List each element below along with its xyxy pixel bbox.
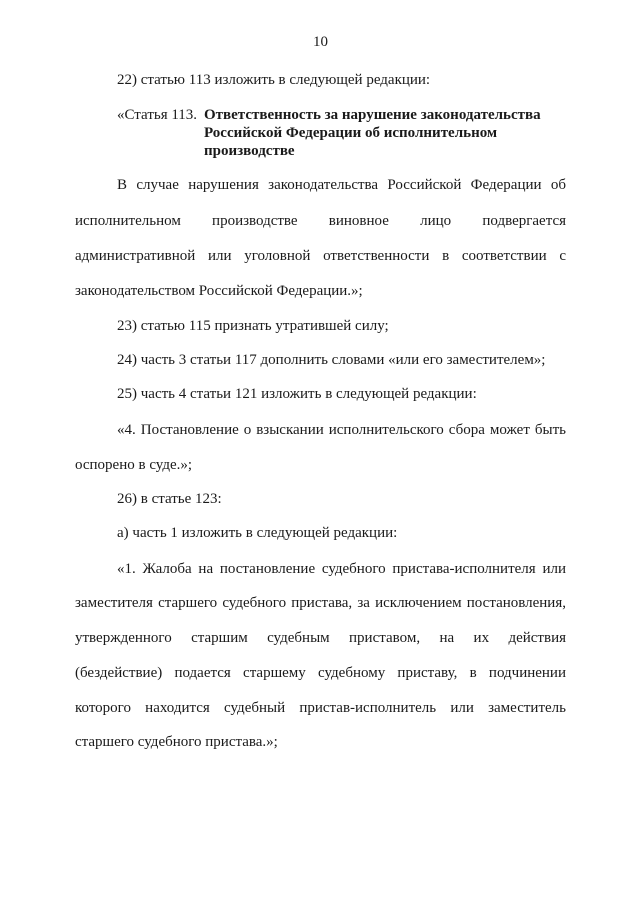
article-113-title-line-3: производстве	[204, 143, 295, 159]
item-26a-text-line-2: заместителя старшего судебного пристава, за исключением постановления,	[75, 595, 566, 611]
item-25: 25) часть 4 статьи 121 изложить в следующей редакции:	[117, 386, 477, 402]
article-113-body-line-1: В случае нарушения законодательства Российской Федерации об	[117, 177, 566, 193]
item-26a-text-line-4: (бездействие) подается старшему судебному приставу, в подчинении	[75, 665, 566, 681]
item-25-text-line-1: «4. Постановление о взыскании исполнительского сбора может быть	[117, 422, 566, 438]
item-22: 22) статью 113 изложить в следующей редакции:	[117, 72, 431, 88]
item-26a: а) часть 1 изложить в следующей редакции:	[117, 525, 398, 541]
article-113-title-line-2: Российской Федерации об исполнительном	[204, 125, 498, 141]
article-113-body-line-4: законодательством Российской Федерации.»;	[75, 283, 363, 299]
article-113-body-line-2: исполнительном производстве виновное лицо подвергается	[75, 213, 566, 229]
item-26a-text-line-5: которого находится судебный пристав-исполнитель или заместитель	[75, 700, 566, 716]
article-113-title-line-1: Ответственность за нарушение законодательства	[204, 107, 541, 123]
item-23: 23) статью 115 признать утратившей силу;	[117, 318, 389, 334]
article-113-prefix: «Статья 113.	[117, 107, 198, 123]
page-number: 10	[313, 34, 328, 50]
item-26a-text-line-1: «1. Жалоба на постановление судебного пристава-исполнителя или	[117, 561, 566, 577]
item-26: 26) в статье 123:	[117, 491, 222, 507]
item-26a-text-line-3: утвержденного старшим судебным приставом, на их действия	[75, 630, 566, 646]
item-26a-text-line-6: старшего судебного пристава.»;	[75, 734, 278, 750]
item-24: 24) часть 3 статьи 117 дополнить словами «или его заместителем»;	[117, 352, 546, 368]
item-25-text-line-2: оспорено в суде.»;	[75, 457, 193, 473]
article-113-body-line-3: административной или уголовной ответственности в соответствии с	[75, 248, 566, 264]
